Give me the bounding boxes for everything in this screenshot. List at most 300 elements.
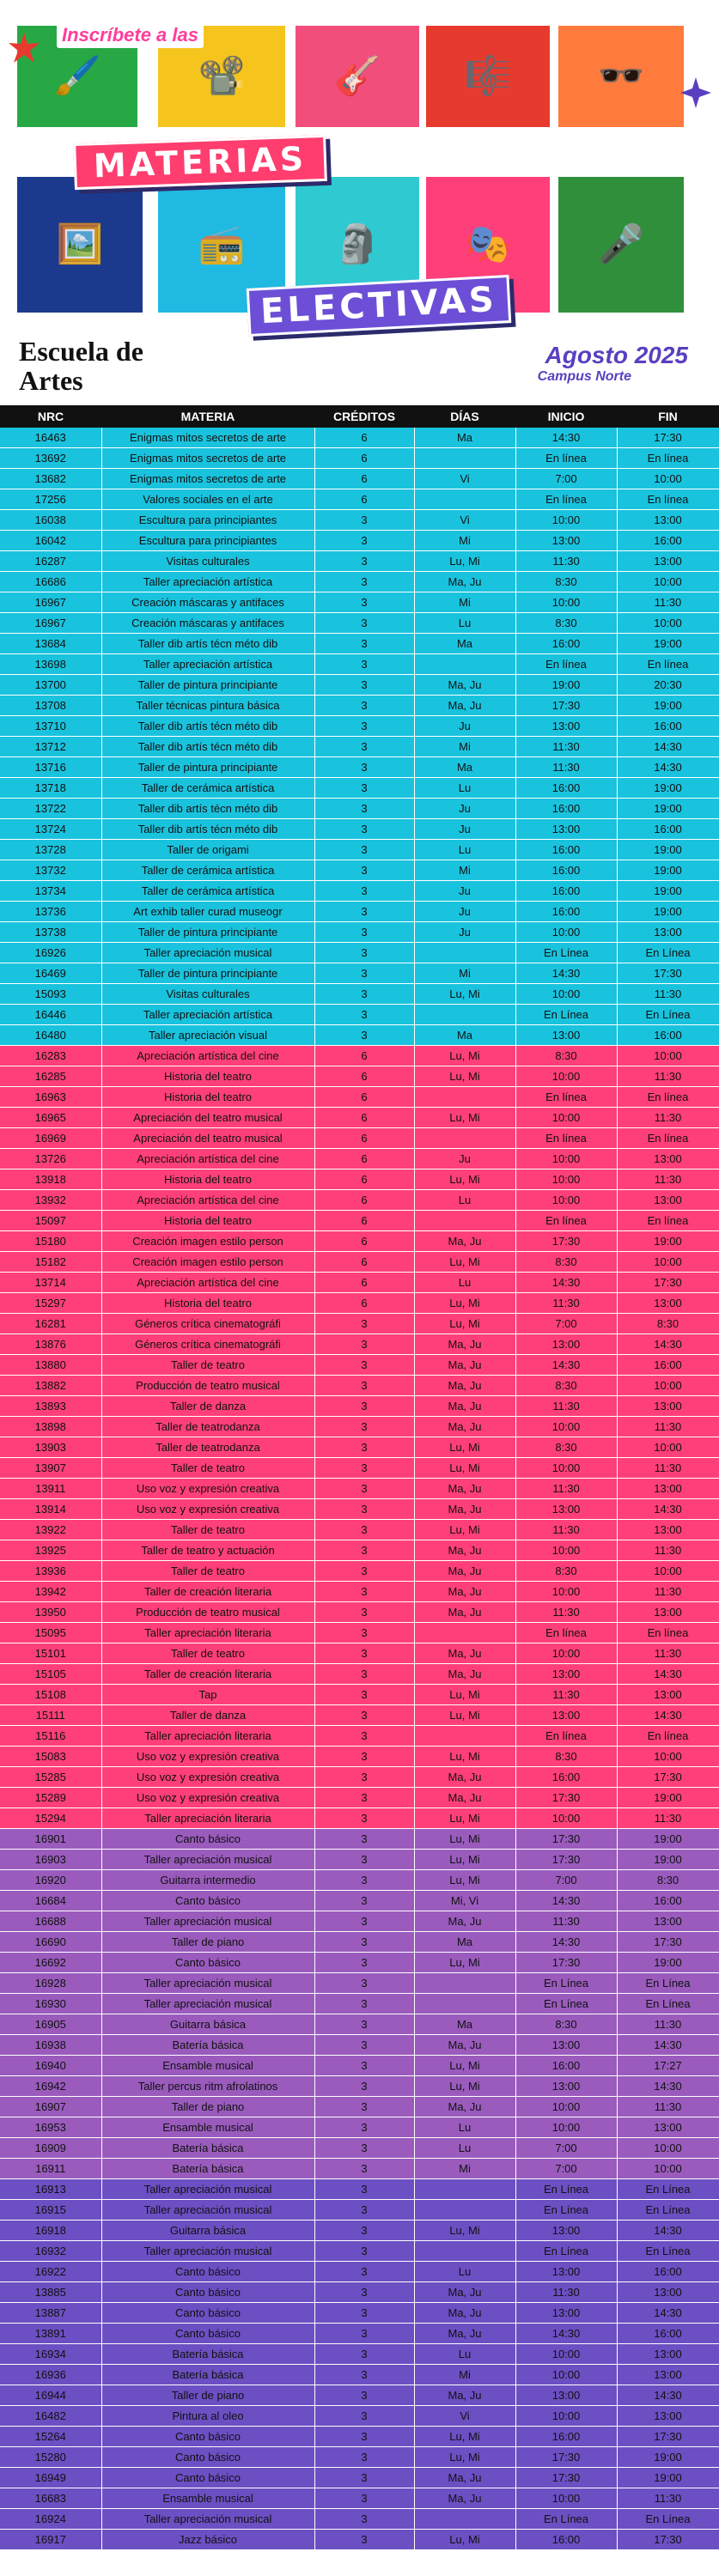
cell-inicio: En línea <box>515 1623 617 1643</box>
table-row <box>0 2468 719 2488</box>
table-row <box>0 2117 719 2138</box>
cell-creditos: 6 <box>314 489 414 510</box>
cell-creditos: 3 <box>314 2447 414 2468</box>
cell-nrc: 16942 <box>0 2076 101 2097</box>
cell-fin: En Línea <box>617 943 719 963</box>
cell-nrc: 16482 <box>0 2406 101 2427</box>
cell-dias: Mi <box>414 592 515 613</box>
cell-creditos: 3 <box>314 1355 414 1376</box>
cell-materia: Taller apreciación musical <box>101 2241 314 2262</box>
cell-nrc: 15280 <box>0 2447 101 2468</box>
table-row <box>0 1273 719 1293</box>
cell-nrc: 16905 <box>0 2014 101 2035</box>
cell-materia: Canto básico <box>101 1891 314 1911</box>
cell-dias: Lu <box>414 2344 515 2365</box>
table-row <box>0 1499 719 1520</box>
cell-creditos: 3 <box>314 1829 414 1850</box>
cell-nrc: 16938 <box>0 2035 101 2056</box>
cell-nrc: 13716 <box>0 757 101 778</box>
cell-fin: 19:00 <box>617 860 719 881</box>
cell-creditos: 6 <box>314 428 414 448</box>
cell-dias: Lu, Mi <box>414 984 515 1005</box>
cell-nrc: 16934 <box>0 2344 101 2365</box>
cell-inicio: 13:00 <box>515 1705 617 1726</box>
cell-materia: Canto básico <box>101 1953 314 1973</box>
cell-materia: Enigmas mitos secretos de arte <box>101 448 314 469</box>
painting-icon: 🖼️ <box>56 223 104 265</box>
cell-fin: 10:00 <box>617 1252 719 1273</box>
cell-creditos: 3 <box>314 2117 414 2138</box>
cell-fin: 13:00 <box>617 2344 719 2365</box>
cell-inicio: En Línea <box>515 2509 617 2530</box>
cell-dias <box>414 2200 515 2221</box>
table-row <box>0 2262 719 2282</box>
table-row <box>0 1458 719 1479</box>
cell-dias: Ma, Ju <box>414 1767 515 1788</box>
cell-nrc: 16469 <box>0 963 101 984</box>
table-row <box>0 1005 719 1025</box>
cell-inicio: 11:30 <box>515 2282 617 2303</box>
cell-fin: 11:30 <box>617 592 719 613</box>
cell-nrc: 13891 <box>0 2324 101 2344</box>
cell-nrc: 15182 <box>0 1252 101 1273</box>
cell-fin: 19:00 <box>617 1850 719 1870</box>
cell-inicio: 17:30 <box>515 696 617 716</box>
collage-tile-guitar <box>296 26 419 127</box>
cell-materia: Taller de danza <box>101 1705 314 1726</box>
cell-materia: Taller dib artís técn méto dib <box>101 819 314 840</box>
cell-materia: Taller percus ritm afrolatinos <box>101 2076 314 2097</box>
cell-materia: Creación máscaras y antifaces <box>101 613 314 634</box>
cell-nrc: 16686 <box>0 572 101 592</box>
cell-nrc: 13718 <box>0 778 101 799</box>
cell-nrc: 16953 <box>0 2117 101 2138</box>
cell-creditos: 3 <box>314 613 414 634</box>
cell-nrc: 15108 <box>0 1685 101 1705</box>
cell-dias: Lu, Mi <box>414 1458 515 1479</box>
cell-materia: Apreciación del teatro musical <box>101 1128 314 1149</box>
cell-creditos: 3 <box>314 2303 414 2324</box>
cell-nrc: 15297 <box>0 1293 101 1314</box>
cell-dias <box>414 2509 515 2530</box>
cell-materia: Escultura para principiantes <box>101 510 314 531</box>
cell-creditos: 3 <box>314 1747 414 1767</box>
cell-creditos: 3 <box>314 1437 414 1458</box>
cell-materia: Canto básico <box>101 2447 314 2468</box>
cell-materia: Uso voz y expresión creativa <box>101 1788 314 1808</box>
cell-materia: Creación máscaras y antifaces <box>101 592 314 613</box>
cell-fin: 10:00 <box>617 2138 719 2159</box>
cell-inicio: 10:00 <box>515 1808 617 1829</box>
cell-dias: Vi <box>414 510 515 531</box>
cell-dias <box>414 1973 515 1994</box>
cell-nrc: 15093 <box>0 984 101 1005</box>
cell-dias: Ma, Ju <box>414 1911 515 1932</box>
cell-fin: 10:00 <box>617 613 719 634</box>
cell-materia: Guitarra intermedio <box>101 1870 314 1891</box>
cell-materia: Apreciación artística del cine <box>101 1046 314 1066</box>
cell-creditos: 3 <box>314 634 414 654</box>
cell-creditos: 6 <box>314 448 414 469</box>
cell-creditos: 3 <box>314 819 414 840</box>
cell-materia: Taller de teatro <box>101 1561 314 1582</box>
cell-creditos: 3 <box>314 1499 414 1520</box>
cell-inicio: 8:30 <box>515 1046 617 1066</box>
cell-fin: En línea <box>617 489 719 510</box>
cell-materia: Creación imagen estilo person <box>101 1231 314 1252</box>
cell-dias: Lu, Mi <box>414 1808 515 1829</box>
school-name: Escuela de Artes <box>19 336 143 396</box>
portrait-icon: 🎼 <box>464 55 512 97</box>
cell-nrc: 15289 <box>0 1788 101 1808</box>
cell-fin: 19:00 <box>617 840 719 860</box>
cell-creditos: 3 <box>314 1953 414 1973</box>
cell-inicio: 13:00 <box>515 2262 617 2282</box>
table-row <box>0 1747 719 1767</box>
table-row <box>0 1767 719 1788</box>
cell-nrc: 13898 <box>0 1417 101 1437</box>
cell-creditos: 3 <box>314 1788 414 1808</box>
cell-dias: Lu <box>414 840 515 860</box>
sparkle-icon <box>679 76 713 110</box>
cell-materia: Art exhib taller curad museogr <box>101 902 314 922</box>
table-row <box>0 1561 719 1582</box>
cell-nrc: 16907 <box>0 2097 101 2117</box>
table-row <box>0 2324 719 2344</box>
cell-creditos: 3 <box>314 696 414 716</box>
cell-fin: 13:00 <box>617 1190 719 1211</box>
cell-fin: 19:00 <box>617 696 719 716</box>
cell-fin: 14:30 <box>617 737 719 757</box>
table-row <box>0 1808 719 1829</box>
cell-dias: Ma, Ju <box>414 2097 515 2117</box>
cell-nrc: 13722 <box>0 799 101 819</box>
cell-creditos: 3 <box>314 2427 414 2447</box>
cell-nrc: 16926 <box>0 943 101 963</box>
table-row <box>0 2241 719 2262</box>
cell-fin: 10:00 <box>617 469 719 489</box>
cell-inicio: 8:30 <box>515 1561 617 1582</box>
cell-inicio: 8:30 <box>515 2014 617 2035</box>
cell-creditos: 3 <box>314 654 414 675</box>
cell-materia: Taller de piano <box>101 2385 314 2406</box>
cell-dias: Lu, Mi <box>414 1705 515 1726</box>
cell-nrc: 16913 <box>0 2179 101 2200</box>
cell-nrc: 16930 <box>0 1994 101 2014</box>
cell-fin: 11:30 <box>617 1540 719 1561</box>
cell-materia: Uso voz y expresión creativa <box>101 1479 314 1499</box>
cell-nrc: 15101 <box>0 1643 101 1664</box>
cell-creditos: 3 <box>314 2179 414 2200</box>
cell-inicio: 13:00 <box>515 2385 617 2406</box>
cell-dias: Ma, Ju <box>414 2282 515 2303</box>
cell-creditos: 3 <box>314 1623 414 1643</box>
table-row <box>0 1211 719 1231</box>
table-row <box>0 551 719 572</box>
cell-creditos: 3 <box>314 2035 414 2056</box>
cell-nrc: 16911 <box>0 2159 101 2179</box>
table-row <box>0 634 719 654</box>
cell-dias: Lu, Mi <box>414 1437 515 1458</box>
cell-inicio: 16:00 <box>515 799 617 819</box>
cell-fin: 10:00 <box>617 1561 719 1582</box>
table-row <box>0 2200 719 2221</box>
table-row <box>0 1355 719 1376</box>
cell-materia: Guitarra básica <box>101 2014 314 2035</box>
cell-inicio: 10:00 <box>515 922 617 943</box>
cell-fin: 13:00 <box>617 1293 719 1314</box>
cell-materia: Taller apreciación musical <box>101 943 314 963</box>
cell-inicio: 16:00 <box>515 778 617 799</box>
cell-inicio: En Línea <box>515 1994 617 2014</box>
cell-materia: Visitas culturales <box>101 984 314 1005</box>
cell-nrc: 13738 <box>0 922 101 943</box>
cell-dias <box>414 943 515 963</box>
column-header-dias: DÍAS <box>414 405 515 428</box>
collage-tile-woman <box>558 26 684 127</box>
cell-inicio: 13:00 <box>515 531 617 551</box>
guitar-icon: 🎸 <box>333 55 381 97</box>
cell-fin: 19:00 <box>617 1231 719 1252</box>
cell-inicio: 10:00 <box>515 1540 617 1561</box>
cell-dias: Ma <box>414 2014 515 2035</box>
cell-nrc: 13950 <box>0 1602 101 1623</box>
cell-fin: 10:00 <box>617 1747 719 1767</box>
table-row <box>0 1685 719 1705</box>
cell-creditos: 3 <box>314 2221 414 2241</box>
cell-creditos: 3 <box>314 2056 414 2076</box>
cell-dias <box>414 1005 515 1025</box>
cell-creditos: 3 <box>314 1726 414 1747</box>
cell-fin: 19:00 <box>617 634 719 654</box>
cell-materia: Taller dib artís técn méto dib <box>101 737 314 757</box>
cell-creditos: 3 <box>314 675 414 696</box>
table-row <box>0 1602 719 1623</box>
theater-icon: 🎭 <box>464 223 512 265</box>
cell-inicio: En Línea <box>515 1973 617 1994</box>
cell-materia: Historia del teatro <box>101 1211 314 1231</box>
cell-materia: Taller apreciación literaria <box>101 1726 314 1747</box>
table-row <box>0 2530 719 2550</box>
cell-dias: Ma <box>414 428 515 448</box>
cell-nrc: 13880 <box>0 1355 101 1376</box>
cell-inicio: 10:00 <box>515 592 617 613</box>
cell-fin: 10:00 <box>617 572 719 592</box>
cell-inicio: 17:30 <box>515 2447 617 2468</box>
table-row <box>0 1025 719 1046</box>
table-row <box>0 2138 719 2159</box>
cell-nrc: 16936 <box>0 2365 101 2385</box>
cell-dias: Lu, Mi <box>414 2221 515 2241</box>
cell-inicio: 8:30 <box>515 1437 617 1458</box>
cell-materia: Taller dib artís técn méto dib <box>101 716 314 737</box>
cell-dias: Ma <box>414 1932 515 1953</box>
cell-inicio: 13:00 <box>515 2221 617 2241</box>
cell-creditos: 3 <box>314 2241 414 2262</box>
cell-fin: En Línea <box>617 1005 719 1025</box>
table-row <box>0 2365 719 2385</box>
cell-materia: Ensamble musical <box>101 2056 314 2076</box>
cell-inicio: 8:30 <box>515 1747 617 1767</box>
cell-fin: En línea <box>617 1726 719 1747</box>
cell-creditos: 3 <box>314 984 414 1005</box>
cell-nrc: 17256 <box>0 489 101 510</box>
cell-materia: Apreciación artística del cine <box>101 1149 314 1170</box>
cell-materia: Historia del teatro <box>101 1170 314 1190</box>
cell-fin: 11:30 <box>617 2014 719 2035</box>
cell-nrc: 15095 <box>0 1623 101 1643</box>
cell-creditos: 3 <box>314 1850 414 1870</box>
cell-materia: Batería básica <box>101 2365 314 2385</box>
cell-nrc: 15116 <box>0 1726 101 1747</box>
table-row <box>0 2076 719 2097</box>
cell-fin: 8:30 <box>617 1314 719 1334</box>
cell-fin: 13:00 <box>617 1685 719 1705</box>
cell-dias: Lu, Mi <box>414 1685 515 1705</box>
cell-materia: Batería básica <box>101 2035 314 2056</box>
cell-materia: Historia del teatro <box>101 1087 314 1108</box>
cell-fin: 19:00 <box>617 881 719 902</box>
cell-fin: 11:30 <box>617 1170 719 1190</box>
cell-fin: 16:00 <box>617 2324 719 2344</box>
table-row <box>0 613 719 634</box>
column-header-inicio: INICIO <box>515 405 617 428</box>
cell-nrc: 13922 <box>0 1520 101 1540</box>
cell-creditos: 3 <box>314 1314 414 1334</box>
cell-creditos: 6 <box>314 1170 414 1190</box>
cell-dias: Mi <box>414 860 515 881</box>
cell-nrc: 13876 <box>0 1334 101 1355</box>
cell-creditos: 3 <box>314 1994 414 2014</box>
cell-inicio: 13:00 <box>515 1499 617 1520</box>
table-row <box>0 1994 719 2014</box>
cell-materia: Taller dib artís técn méto dib <box>101 799 314 819</box>
cell-nrc: 16903 <box>0 1850 101 1870</box>
collage-tile-singer <box>558 177 684 313</box>
cell-inicio: 8:30 <box>515 1252 617 1273</box>
cell-creditos: 3 <box>314 531 414 551</box>
cell-fin: 16:00 <box>617 716 719 737</box>
cell-dias: Ma, Ju <box>414 675 515 696</box>
cell-fin: 17:30 <box>617 1932 719 1953</box>
cell-creditos: 3 <box>314 2097 414 2117</box>
cell-fin: 16:00 <box>617 531 719 551</box>
cell-inicio: 10:00 <box>515 2406 617 2427</box>
cell-fin: 8:30 <box>617 1870 719 1891</box>
cell-materia: Canto básico <box>101 2262 314 2282</box>
cell-inicio: 10:00 <box>515 1149 617 1170</box>
cell-fin: 13:00 <box>617 2117 719 2138</box>
cell-fin: 13:00 <box>617 1396 719 1417</box>
cell-inicio: 13:00 <box>515 1664 617 1685</box>
table-row <box>0 1417 719 1437</box>
cell-nrc: 13724 <box>0 819 101 840</box>
cell-dias: Lu, Mi <box>414 1108 515 1128</box>
table-row <box>0 1726 719 1747</box>
cell-creditos: 3 <box>314 2468 414 2488</box>
cell-nrc: 16922 <box>0 2262 101 2282</box>
cell-creditos: 3 <box>314 1870 414 1891</box>
table-row <box>0 2221 719 2241</box>
cell-nrc: 13710 <box>0 716 101 737</box>
cell-inicio: 17:30 <box>515 1953 617 1973</box>
cell-fin: En línea <box>617 1128 719 1149</box>
cell-nrc: 16969 <box>0 1128 101 1149</box>
cell-dias: Ma, Ju <box>414 1355 515 1376</box>
cell-materia: Taller apreciación artística <box>101 572 314 592</box>
cell-creditos: 3 <box>314 1520 414 1540</box>
cell-dias <box>414 1211 515 1231</box>
cell-materia: Taller apreciación visual <box>101 1025 314 1046</box>
cell-nrc: 16683 <box>0 2488 101 2509</box>
cell-dias <box>414 1994 515 2014</box>
cell-inicio: En línea <box>515 654 617 675</box>
cell-dias <box>414 489 515 510</box>
cell-dias: Ma, Ju <box>414 1334 515 1355</box>
cell-dias: Lu, Mi <box>414 1066 515 1087</box>
cell-materia: Taller de piano <box>101 1932 314 1953</box>
table-row <box>0 757 719 778</box>
cell-materia: Batería básica <box>101 2159 314 2179</box>
cell-materia: Taller de creación literaria <box>101 1664 314 1685</box>
cell-inicio: 11:30 <box>515 1396 617 1417</box>
cell-dias: Mi, Vi <box>414 1891 515 1911</box>
cell-nrc: 16924 <box>0 2509 101 2530</box>
table-row <box>0 1582 719 1602</box>
collage-tile-mozart <box>426 26 550 127</box>
cell-nrc: 16463 <box>0 428 101 448</box>
table-row <box>0 1623 719 1643</box>
cell-materia: Canto básico <box>101 1829 314 1850</box>
cell-inicio: 16:00 <box>515 2427 617 2447</box>
table-row <box>0 1087 719 1108</box>
cell-inicio: 10:00 <box>515 2344 617 2365</box>
cell-creditos: 3 <box>314 840 414 860</box>
cell-fin: 16:00 <box>617 2262 719 2282</box>
cell-nrc: 16283 <box>0 1046 101 1066</box>
cell-fin: 14:30 <box>617 2385 719 2406</box>
cell-materia: Canto básico <box>101 2303 314 2324</box>
cell-inicio: 16:00 <box>515 2530 617 2550</box>
cell-nrc: 16281 <box>0 1314 101 1334</box>
cell-nrc: 13714 <box>0 1273 101 1293</box>
star-burst-icon <box>7 31 41 65</box>
cell-dias: Ma, Ju <box>414 1396 515 1417</box>
cell-inicio: 19:00 <box>515 675 617 696</box>
cell-fin: 17:27 <box>617 2056 719 2076</box>
table-row <box>0 1437 719 1458</box>
cell-dias: Lu, Mi <box>414 2076 515 2097</box>
cell-inicio: 10:00 <box>515 1582 617 1602</box>
cell-inicio: 10:00 <box>515 2117 617 2138</box>
cell-creditos: 3 <box>314 2076 414 2097</box>
cell-creditos: 3 <box>314 737 414 757</box>
table-row <box>0 902 719 922</box>
cell-inicio: 17:30 <box>515 1829 617 1850</box>
cell-creditos: 3 <box>314 943 414 963</box>
cell-inicio: 10:00 <box>515 2488 617 2509</box>
cell-creditos: 6 <box>314 1190 414 1211</box>
cell-dias: Ma, Ju <box>414 2468 515 2488</box>
cell-creditos: 6 <box>314 1066 414 1087</box>
cell-inicio: 16:00 <box>515 860 617 881</box>
cell-fin: 11:30 <box>617 1582 719 1602</box>
cell-dias: Ju <box>414 1149 515 1170</box>
cell-fin: 20:30 <box>617 675 719 696</box>
cell-materia: Canto básico <box>101 2427 314 2447</box>
cell-inicio: 11:30 <box>515 1685 617 1705</box>
cell-materia: Historia del teatro <box>101 1066 314 1087</box>
